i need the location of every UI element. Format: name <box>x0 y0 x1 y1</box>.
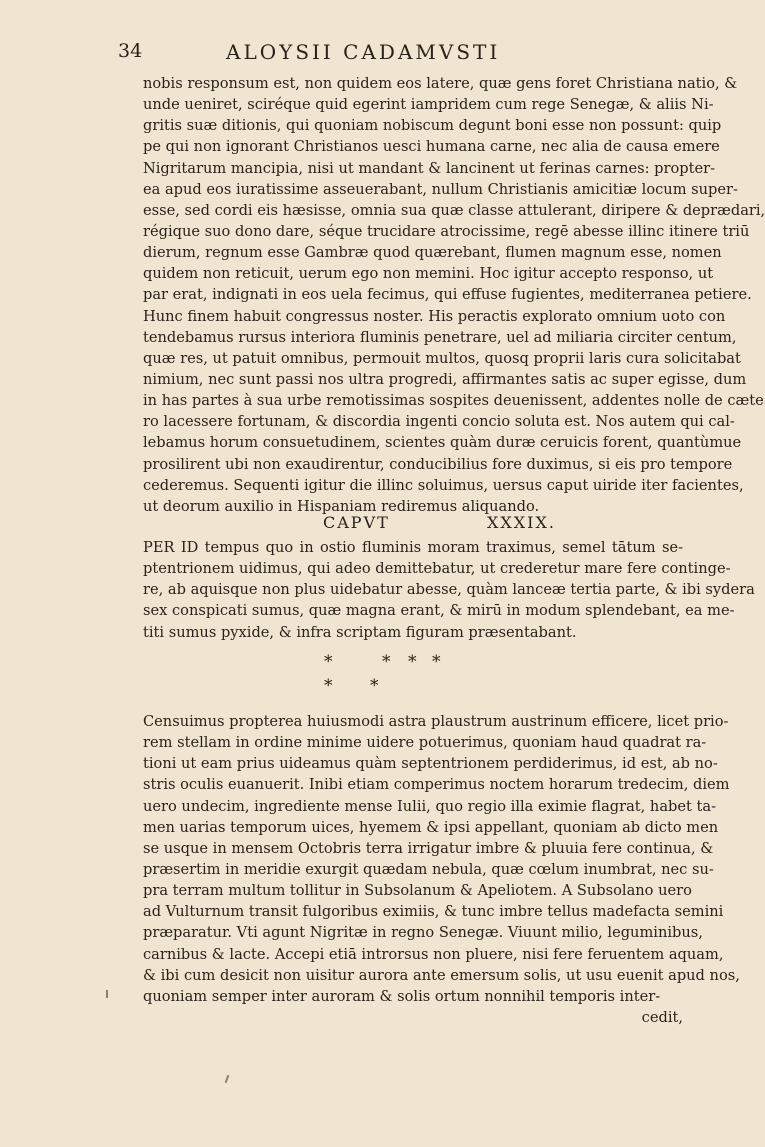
paragraph-1 <box>143 73 765 517</box>
text-line: tioni ut eam prius uideamus quàm septentrionem perdiderimus, id est, ab no- <box>143 755 718 773</box>
text-line: rem stellam in ordine minime uidere potuerimus, quoniam haud quadrat ra- <box>143 734 707 752</box>
text-line: gritis suæ ditionis, qui quoniam nobiscum degunt boni esse non possunt: quip <box>143 117 722 135</box>
chapter-heading <box>323 513 573 537</box>
text-line: stris oculis euanuerit. Inibi etiam comperimus noctem horarum tredecim, diem <box>143 776 730 794</box>
ink-speck <box>106 990 108 998</box>
text-line: pra terram multum tollitur in Subsolanum & Apeliotem. A Subsolano uero <box>143 882 692 900</box>
text-line: quæ res, ut patuit omnibus, permouit multos, quosq proprii laris cura solicitabat <box>143 349 741 367</box>
text-line: sex conspicati sumus, quæ magna erant, & mirū in modum splendebant, ea me- <box>143 602 735 620</box>
text-line: unde ueniret, sciréque quid egerint iampridem cum rege Senegæ, & aliis Ni- <box>143 96 714 114</box>
text-line: PER ID tempus quo in ostio fluminis moram traximus, semel tātum se- <box>143 539 683 556</box>
star-1: * <box>324 652 333 672</box>
text-line: dierum, regnum esse Gambræ quod quærebant, flumen magnum esse, nomen <box>143 244 722 262</box>
star-4: * <box>432 652 441 672</box>
text-line: quidem non reticuit, uerum ego non memini. Hoc igitur accepto responso, ut <box>143 265 714 283</box>
text-line: régique suo dono dare, séque trucidare atrocissime, regē abesse illinc itinere triū <box>143 222 750 240</box>
text-line: in has partes à sua urbe remotissimas sospites deuenissent, addentes nolle de cæte <box>143 392 764 410</box>
text-line: Nigritarum mancipia, nisi ut mandant & lancinent ut ferinas carnes: propter- <box>143 159 716 177</box>
catchword-block <box>143 1007 683 1028</box>
text-line: cederemus. Sequenti igitur die illinc soluimus, uersus caput uiride iter facientes, <box>143 476 744 494</box>
running-title: ALOYSII CADAMVSTI <box>226 40 501 64</box>
text-line: carnibus & lacte. Accepi etiā introrsus non pluere, nisi fere feruentem aquam, <box>143 945 724 963</box>
text-line: tendebamus rursus interiora fluminis penetrare, uel ad miliaria circiter centum, <box>143 328 737 346</box>
text-line: Censuimus propterea huiusmodi astra plaustrum austrinum efficere, licet prio- <box>143 713 729 730</box>
text-line: re, ab aquisque non plus uidebatur abesse, quàm lanceæ tertia parte, & ibi sydera <box>143 581 755 599</box>
text-line: Hunc finem habuit congressus noster. His peractis explorato omnium uoto con <box>143 307 726 325</box>
text-line: par erat, indignati in eos uela fecimus, qui effuse fugientes, mediterranea petiere. <box>143 286 752 304</box>
text-line: esse, sed cordi eis hæsisse, omnia sua quæ classe attulerant, diripere & deprædari, <box>143 201 765 219</box>
page-number: 34 <box>118 40 143 62</box>
star-2: * <box>382 652 391 672</box>
text-line: men uarias temporum uices, hyemem & ipsi appellant, quoniam ab dicto men <box>143 818 719 836</box>
star-3: * <box>408 652 417 672</box>
text-line: ad Vulturnum transit fulgoribus eximiis, & tunc imbre tellus madefacta semini <box>143 903 724 921</box>
text-line: titi sumus pyxide, & infra scriptam figuram præsentabant. <box>143 623 577 641</box>
chapter-number: XXXIX. <box>487 513 556 532</box>
ink-speck <box>225 1075 230 1083</box>
chapter-label: CAPVT <box>323 513 390 532</box>
text-line: præsertim in meridie exurgit quædam nebula, quæ cœlum inumbrat, nec su- <box>143 860 714 878</box>
text-line: nobis responsum est, non quidem eos latere, quæ gens foret Christiana natio, & <box>143 75 738 92</box>
running-head <box>118 40 678 68</box>
text-line: prosilirent ubi non exaudirentur, conducibilius fore duximus, si eis pro tempore <box>143 455 733 473</box>
text-line: ro lacessere fortunam, & discordia ingenti concio soluta est. Nos autem qui cal- <box>143 413 735 431</box>
paragraph-3 <box>143 711 740 1007</box>
text-line: ut deorum auxilio in Hispaniam rediremus aliquando. <box>143 497 540 515</box>
paragraph-2 <box>143 537 755 643</box>
text-line: ea apud eos iuratissime asseuerabant, nullum Christianis amicitiæ locum super- <box>143 180 738 198</box>
star-5: * <box>324 676 333 696</box>
text-line: ptentrionem uidimus, qui adeo demittebatur, ut crederetur mare fere continge- <box>143 560 731 578</box>
text-line: quoniam semper inter auroram & solis ortum nonnihil temporis inter- <box>143 987 661 1005</box>
text-line: lebamus horum consuetudinem, scientes quàm duræ ceruicis forent, quantùmue <box>143 434 742 452</box>
text-line: nimium, nec sunt passi nos ultra progredi, affirmantes satis ac super egisse, dum <box>143 370 747 388</box>
text-line: præparatur. Vti agunt Nigritæ in regno Senegæ. Viuunt milio, leguminibus, <box>143 924 703 942</box>
catchword: cedit, <box>641 1009 683 1026</box>
text-line: uero undecim, ingrediente mense Iulii, quo regio illa eximie flagrat, habet ta- <box>143 797 717 815</box>
text-line: se usque in mensem Octobris terra irrigatur imbre & pluuia fere continua, & <box>143 839 714 857</box>
star-6: * <box>370 676 379 696</box>
star-figure <box>310 650 630 698</box>
text-line: & ibi cum desicit non uisitur aurora ante emersum solis, ut usu euenit apud nos, <box>143 966 740 984</box>
text-line: pe qui non ignorant Christianos uesci humana carne, nec alia de causa emere <box>143 138 720 156</box>
